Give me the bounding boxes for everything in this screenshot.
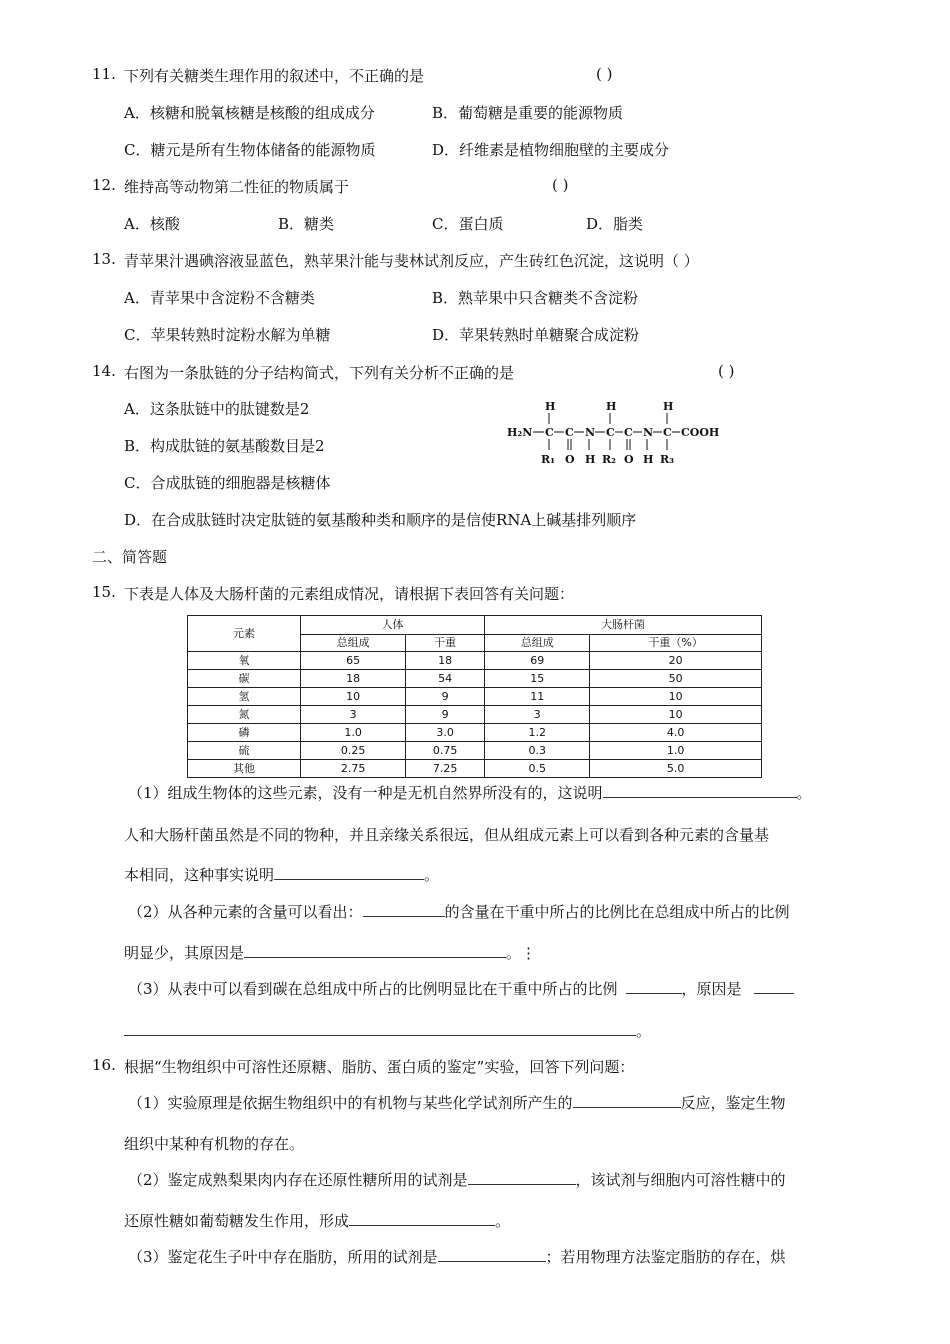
q15-part3-line1 (128, 978, 794, 999)
answer-blank[interactable] (349, 1210, 495, 1226)
q16-stem: 根据“生物组织中可溶性还原糖、脂肪、蛋白质的鉴定”实验，回答下列问题： (124, 1058, 635, 1076)
table-group-ecoli: 大肠杆菌 (485, 616, 762, 635)
table-cell: 1.0 (590, 742, 762, 760)
mol-h2n: H₂N (507, 426, 533, 439)
q16-p1a-pre: （1）实验原理是依据生物组织中的有机物与某些化学试剂所产生的 (128, 1094, 573, 1112)
q16-part2-line1 (128, 1169, 786, 1190)
table-cell: 3.0 (406, 724, 485, 742)
mol-c-1: C (545, 426, 554, 439)
table-cell: 15 (485, 670, 590, 688)
table-cell: 3 (301, 706, 406, 724)
table-subheader: 总组成 (301, 635, 406, 652)
q14-option-c: C．合成肽链的细胞器是核糖体 (124, 474, 331, 492)
mol-h-2: H (606, 400, 617, 413)
q11-option-b: B．葡萄糖是重要的能源物质 (432, 104, 624, 122)
q16-p2b-end: 。 (495, 1212, 511, 1230)
table-cell: 硫 (188, 742, 301, 760)
q15-part2-line2 (124, 942, 536, 963)
table-cell: 氢 (188, 688, 301, 706)
q15-p1c-text: 本相同，这种事实说明 (124, 866, 275, 884)
table-row (188, 670, 762, 688)
table-cell: 50 (590, 670, 762, 688)
answer-blank[interactable] (573, 1092, 681, 1108)
table-cell: 10 (590, 706, 762, 724)
answer-blank[interactable] (274, 864, 424, 880)
q14-option-b: B．构成肽链的氨基酸数目是2 (124, 437, 325, 455)
mol-h-4: H (585, 453, 596, 466)
q11-answer-paren: ( ) (596, 65, 613, 83)
table-row (188, 760, 762, 778)
table-cell: 0.3 (485, 742, 590, 760)
q16-number: 16. (92, 1056, 116, 1074)
q13-option-c: C．苹果转熟时淀粉水解为单糖 (124, 326, 331, 344)
q13-option-d: D．苹果转熟时单糖聚合成淀粉 (432, 326, 640, 344)
table-row (188, 742, 762, 760)
q15-p1c-end: 。 (424, 866, 440, 884)
table-cell: 0.5 (485, 760, 590, 778)
q15-part1-line1 (128, 782, 812, 803)
table-cell: 10 (301, 688, 406, 706)
q14-answer-paren: ( ) (718, 362, 735, 380)
q15-part3-line2 (124, 1020, 651, 1041)
q12-option-c: C．蛋白质 (432, 215, 504, 233)
mol-h-3: H (663, 400, 674, 413)
peptide-structure-diagram (505, 398, 735, 470)
table-cell: 磷 (188, 724, 301, 742)
table-cell: 1.0 (301, 724, 406, 742)
table-cell: 1.2 (485, 724, 590, 742)
q15-p2b-text: 明显少，其原因是 (124, 944, 245, 962)
q16-part2-line2 (124, 1210, 510, 1231)
q12-answer-paren: ( ) (552, 176, 569, 194)
q12-stem: 维持高等动物第二性征的物质属于 (124, 178, 350, 196)
mol-n-2: N (643, 426, 654, 439)
mol-c-2: C (565, 426, 574, 439)
element-table (187, 615, 762, 778)
table-row (188, 652, 762, 670)
mol-o-1: O (565, 453, 575, 466)
q13-stem: 青苹果汁遇碘溶液显蓝色，熟苹果汁能与斐林试剂反应，产生砖红色沉淀，这说明（ ） (124, 252, 699, 270)
q12-number: 12. (92, 176, 116, 194)
q15-p2a-post: 的含量在干重中所占的比例比在总组成中所占的比例 (444, 903, 790, 921)
q11-number: 11. (92, 65, 116, 83)
table-corner: 元素 (188, 616, 301, 652)
q16-part1-line1 (128, 1092, 786, 1113)
table-cell: 69 (485, 652, 590, 670)
q15-p3a-pre: （3）从表中可以看到碳在总组成中所占的比例明显比在干重中所占的比例 (128, 980, 618, 998)
table-cell: 11 (485, 688, 590, 706)
table-cell: 其他 (188, 760, 301, 778)
answer-blank[interactable] (603, 782, 797, 798)
q16-p2b-pre: 还原性糖如葡萄糖发生作用，形成 (124, 1212, 350, 1230)
q15-number: 15. (92, 583, 116, 601)
table-row (188, 706, 762, 724)
table-cell: 氧 (188, 652, 301, 670)
answer-blank[interactable] (244, 942, 506, 958)
answer-blank[interactable] (468, 1169, 576, 1185)
q12-option-d: D．脂类 (586, 215, 644, 233)
q15-p2b-end: 。⋮ (506, 944, 537, 962)
table-subheader: 干重（%） (590, 635, 762, 652)
q13-number: 13. (92, 250, 116, 268)
table-cell: 18 (301, 670, 406, 688)
table-cell: 10 (590, 688, 762, 706)
table-cell: 2.75 (301, 760, 406, 778)
table-subheader: 干重 (406, 635, 485, 652)
q15-stem: 下表是人体及大肠杆菌的元素组成情况，请根据下表回答有关问题： (124, 585, 575, 603)
mol-n-1: N (585, 426, 596, 439)
table-group-human: 人体 (301, 616, 485, 635)
q14-number: 14. (92, 362, 116, 380)
q11-stem: 下列有关糖类生理作用的叙述中，不正确的是 (124, 67, 425, 85)
table-row (188, 688, 762, 706)
answer-blank[interactable] (626, 978, 682, 994)
answer-blank[interactable] (438, 1246, 546, 1262)
mol-c-4: C (624, 426, 633, 439)
table-cell: 碳 (188, 670, 301, 688)
table-cell: 0.75 (406, 742, 485, 760)
table-cell: 54 (406, 670, 485, 688)
q16-part3-line1 (128, 1246, 786, 1267)
mol-c-3: C (606, 426, 615, 439)
table-cell: 9 (406, 688, 485, 706)
q12-option-b: B．糖类 (278, 215, 335, 233)
table-cell: 18 (406, 652, 485, 670)
table-cell: 4.0 (590, 724, 762, 742)
q15-part1-line2: 人和大肠杆菌虽然是不同的物种，并且亲缘关系很远，但从组成元素上可以看到各种元素的含量基 (124, 826, 770, 844)
table-subheader: 总组成 (485, 635, 590, 652)
mol-c-5: C (663, 426, 672, 439)
table-cell: 氮 (188, 706, 301, 724)
q16-p1a-post: 反应，鉴定生物 (680, 1094, 786, 1112)
q15-part2-line1 (128, 901, 790, 922)
q12-option-a: A．核酸 (124, 215, 180, 233)
q15-p2a-pre: （2）从各种元素的含量可以看出： (128, 903, 363, 921)
mol-o-2: O (624, 453, 634, 466)
answer-blank[interactable] (754, 978, 794, 994)
q13-option-a: A．青苹果中含淀粉不含糖类 (124, 289, 315, 307)
answer-blank[interactable] (124, 1020, 636, 1036)
table-cell: 7.25 (406, 760, 485, 778)
q16-p3a-pre: （3）鉴定花生子叶中存在脂肪，所用的试剂是 (128, 1248, 438, 1266)
q15-p3b-end: 。 (636, 1022, 652, 1040)
mol-r3: R₃ (660, 453, 674, 466)
q16-p3a-post: ；若用物理方法鉴定脂肪的存在，烘 (545, 1248, 786, 1266)
q11-option-a: A．核糖和脱氧核糖是核酸的组成成分 (124, 104, 375, 122)
q16-p2a-post: ，该试剂与细胞内可溶性糖中的 (575, 1171, 786, 1189)
q16-p2a-pre: （2）鉴定成熟梨果肉内存在还原性糖所用的试剂是 (128, 1171, 468, 1189)
mol-h-5: H (643, 453, 654, 466)
q15-p1a-end: 。 (796, 784, 812, 802)
table-cell: 0.25 (301, 742, 406, 760)
answer-blank[interactable] (363, 901, 445, 917)
section-heading: 二、简答题 (92, 548, 168, 566)
q16-part1-line2: 组织中某种有机物的存在。 (124, 1135, 305, 1153)
mol-cooh: COOH (681, 426, 720, 439)
q15-p3a-mid: ，原因是 (681, 980, 742, 998)
q11-option-c: C．糖元是所有生物体储备的能源物质 (124, 141, 376, 159)
q11-option-d: D．纤维素是植物细胞壁的主要成分 (432, 141, 670, 159)
q15-part1-line3 (124, 864, 439, 885)
mol-r2: R₂ (602, 453, 616, 466)
mol-r1: R₁ (541, 453, 555, 466)
table-cell: 65 (301, 652, 406, 670)
table-cell: 9 (406, 706, 485, 724)
table-row (188, 724, 762, 742)
q14-option-d: D．在合成肽链时决定肽链的氨基酸种类和顺序的是信使RNA上碱基排列顺序 (124, 511, 637, 529)
q14-stem: 右图为一条肽链的分子结构简式，下列有关分析不正确的是 (124, 364, 515, 382)
q13-option-b: B．熟苹果中只含糖类不含淀粉 (432, 289, 639, 307)
table-cell: 5.0 (590, 760, 762, 778)
table-cell: 20 (590, 652, 762, 670)
q14-option-a: A．这条肽链中的肽键数是2 (124, 400, 310, 418)
mol-h-1: H (545, 400, 556, 413)
q15-p1a-text: （1）组成生物体的这些元素，没有一种是无机自然界所没有的，这说明 (128, 784, 603, 802)
table-cell: 3 (485, 706, 590, 724)
